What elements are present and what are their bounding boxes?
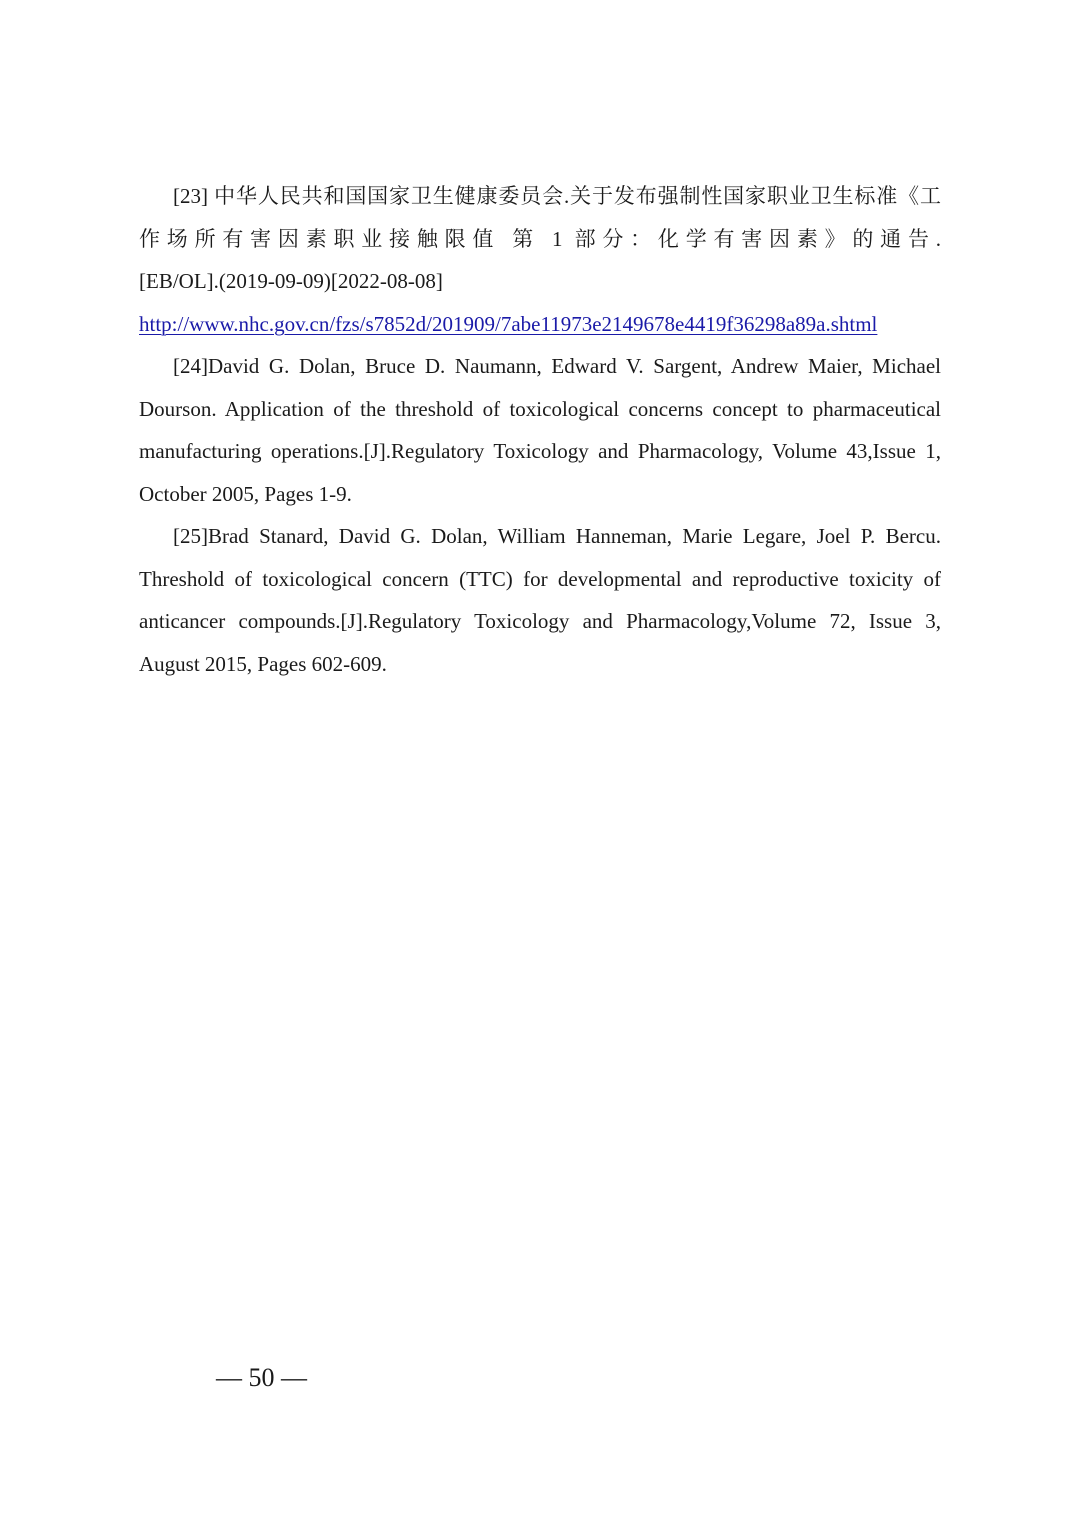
reference-item-25: [25]Brad Stanard, David G. Dolan, William Hanneman, Marie Legare, Joel P. Bercu. Threshold of toxicological concern (TTC) for developmental and reproductive toxicity of anticancer compounds.[J].Regulatory Toxicology and Pharmacology,Volume 72, Issue 3, August 2015, Pages 602-609. — [139, 524, 941, 676]
reference-item-23 — [139, 175, 941, 345]
reference-23-line-1: [23] 中华人民共和国国家卫生健康委员会.关于发布强制性国家职业卫生标准《工 — [173, 184, 941, 208]
reference-list — [139, 175, 941, 685]
reference-item-24: [24]David G. Dolan, Bruce D. Naumann, Edward V. Sargent, Andrew Maier, Michael Dourson. Application of the threshold of toxicological concerns concept to pharmaceutical manufacturing operations.[J].Regulatory Toxicology and Pharmacology, Volume 43,Issue 1, October 2005, Pages 1-9. — [139, 354, 941, 506]
reference-23-url-link[interactable]: http://www.nhc.gov.cn/fzs/s7852d/201909/7abe11973e2149678e4419f36298a89a.shtml — [139, 311, 878, 336]
reference-23-line-3: [EB/OL].(2019-09-09)[2022-08-08] — [139, 269, 443, 293]
reference-23-line-2: 作场所有害因素职业接触限值 第 1 部分：化学有害因素》的通告. — [139, 226, 941, 251]
page-number: — 50 — — [216, 1363, 307, 1392]
